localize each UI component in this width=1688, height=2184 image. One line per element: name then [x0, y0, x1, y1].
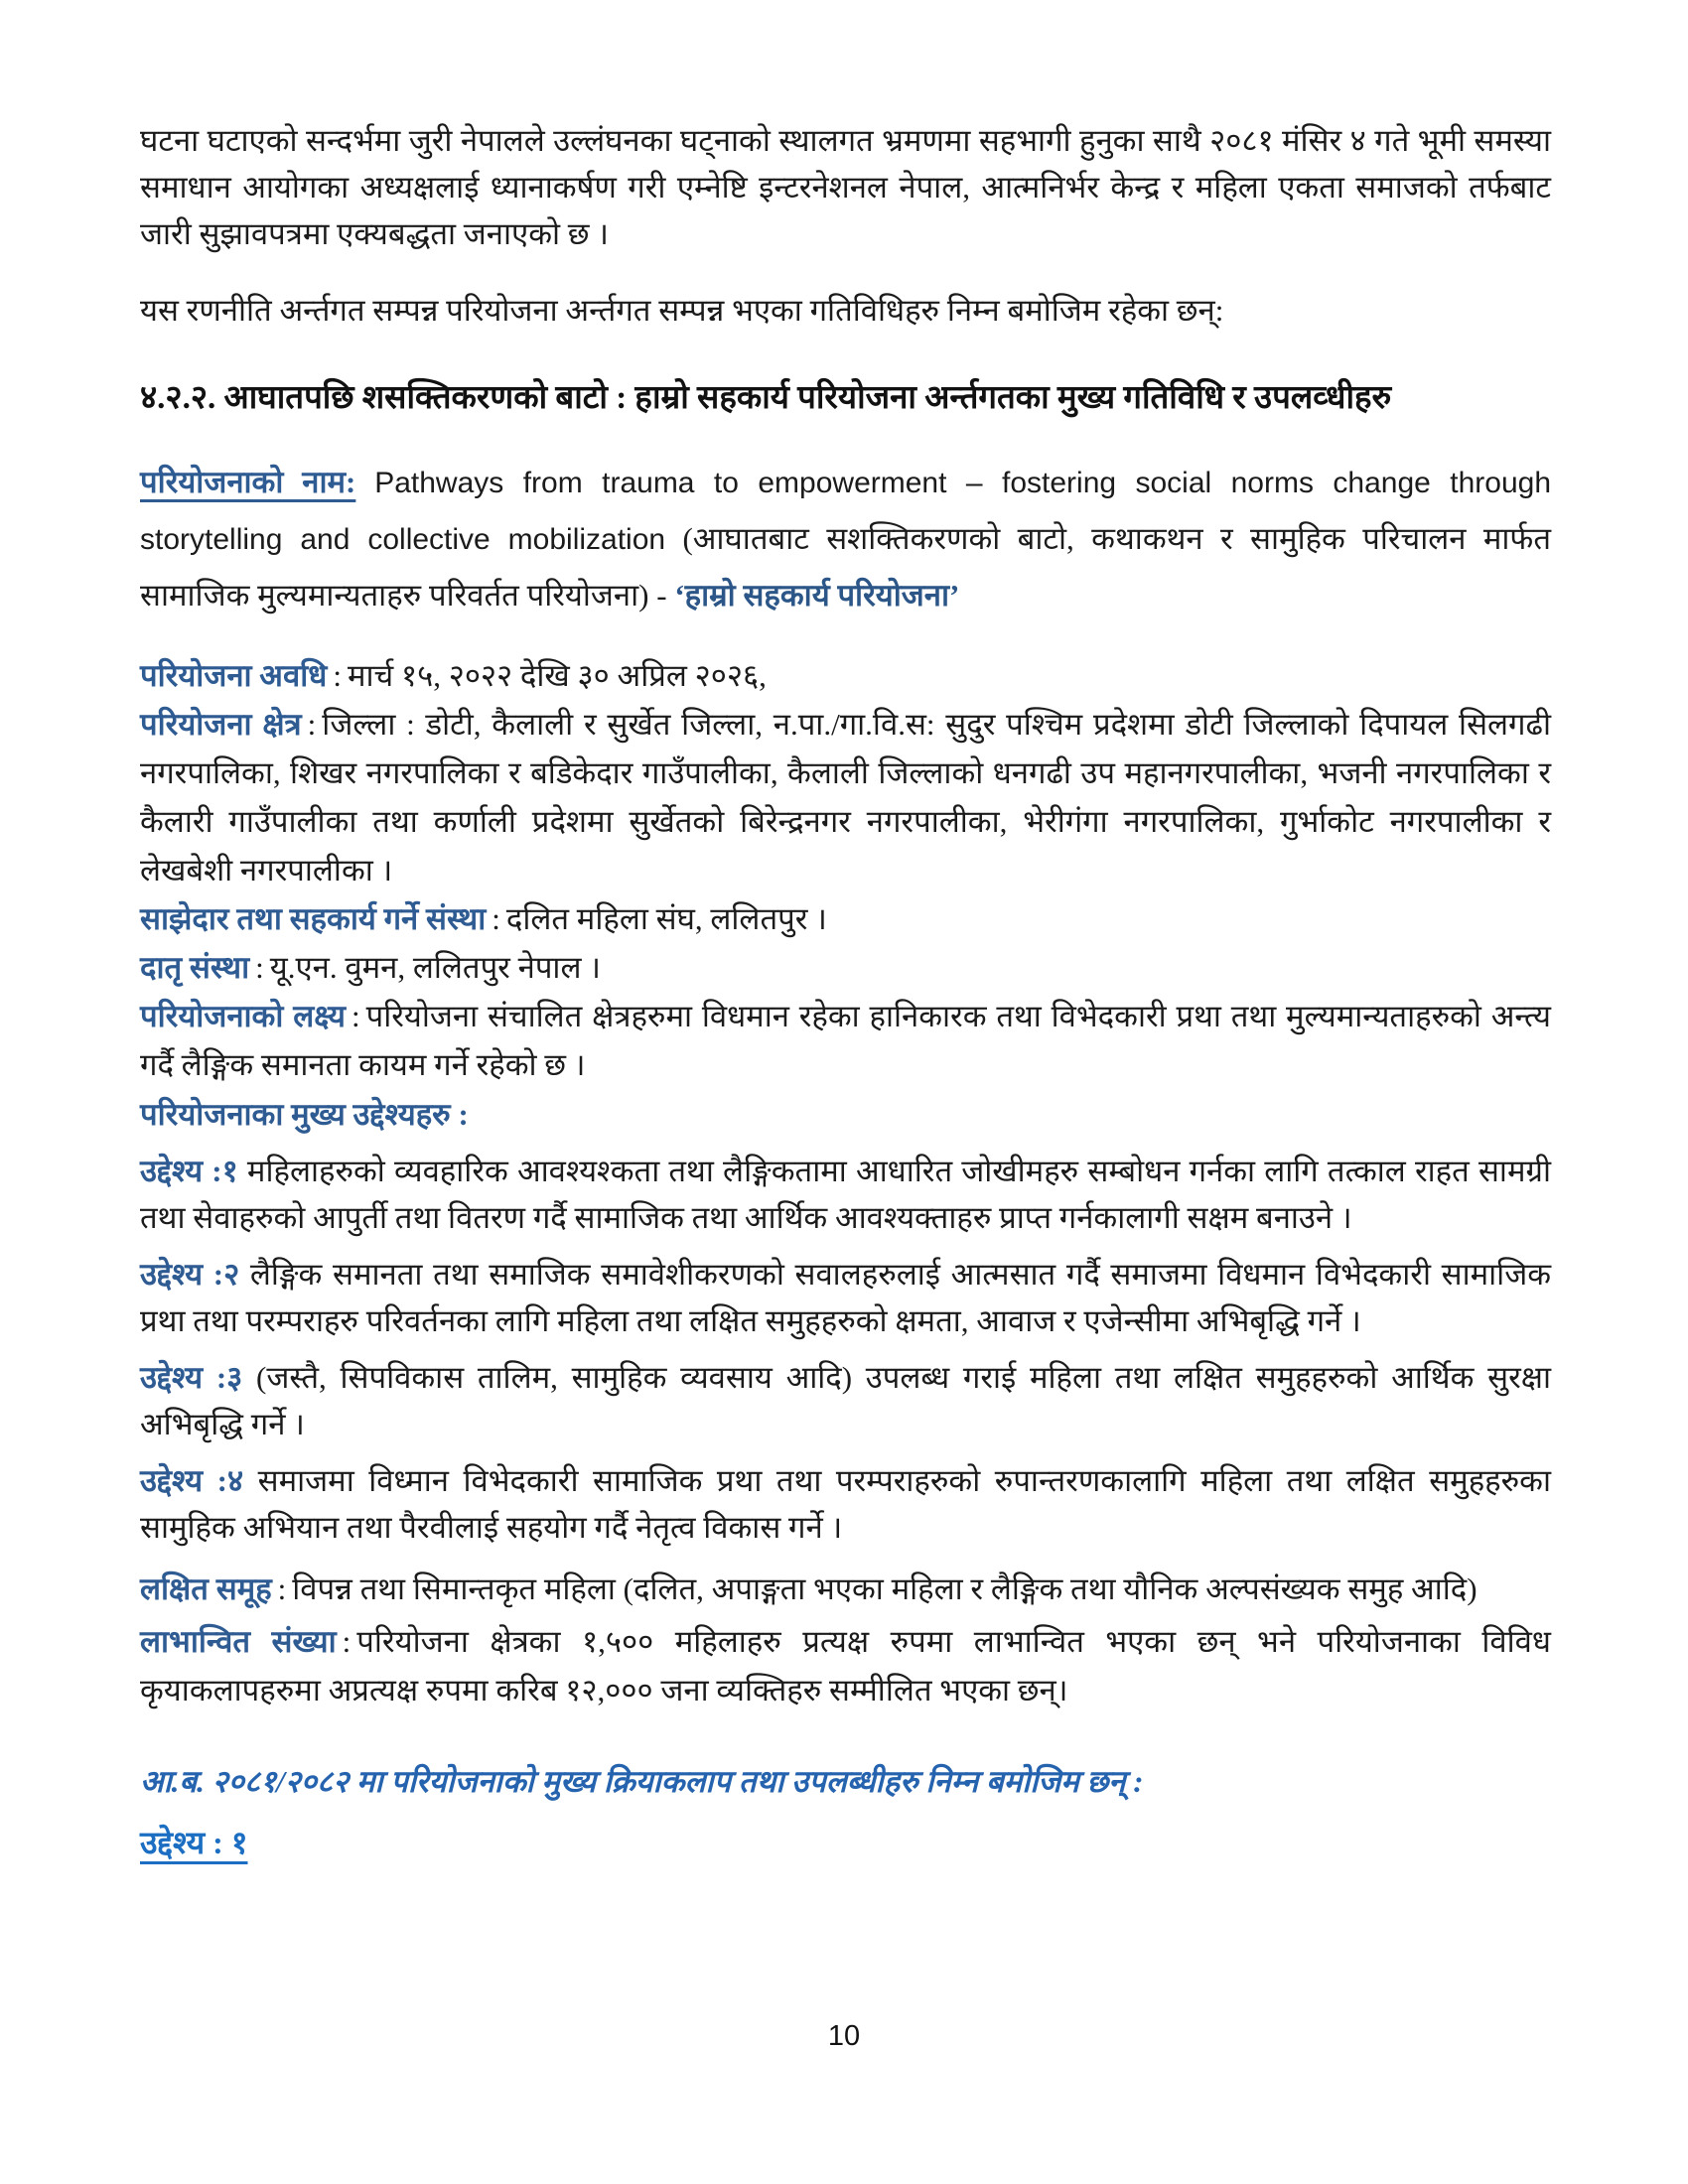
intro-paragraph-1: घटना घटाएको सन्दर्भमा जुरी नेपालले उल्लंघनका घट्नाको स्थालगत भ्रमणमा सहभागी हुनुका साथै २०८१ मंसिर ४ गते भूमी समस्या समाधान आयोगका अध्यक्षलाई ध्यानाकर्षण गरी एम्नेष्टि इन्टरनेशनल नेपाल, आत्मनिर्भर केन्द्र र महिला एकता समाजको तर्फबाट जारी सुझावपत्रमा एक्यबद्धता जनाएको छ ।: [140, 123, 1551, 251]
objective-text: महिलाहरुको व्यवहारिक आवश्यश्कता तथा लैङ्गिकतामा आधारित जोखीमहरु सम्बोधन गर्नका लागि तत्काल राहत सामग्री तथा सेवाहरुको आपुर्ती तथा वितरण गर्दै सामाजिक तथा आर्थिक आवश्यक्ताहरु प्राप्त गर्नकालागी सक्षम बनाउने ।: [140, 1154, 1552, 1235]
objective-label: उद्देश्य :४: [140, 1463, 244, 1498]
objective-label: उद्देश्य :२: [140, 1257, 240, 1292]
objective-3: [140, 1354, 1551, 1447]
objective-4: [140, 1457, 1551, 1551]
field-separator: :: [351, 999, 360, 1033]
objective-1: [140, 1148, 1551, 1241]
field-separator: :: [333, 658, 342, 693]
field-separator: :: [255, 950, 264, 985]
project-name-title: ‘हाम्रो सहकार्य परियोजना’: [674, 578, 960, 613]
project-name-english: Pathways from trauma to empowerment – fostering social norms change through storytelling and collective mobilization: [140, 467, 1552, 556]
project-name-label: परियोजनाको नाम:: [140, 465, 356, 499]
field-project-goal: [140, 992, 1551, 1089]
field-value: जिल्ला : डोटी, कैलाली र सुर्खेत जिल्ला, न.पा./गा.वि.स: सुदुर पश्चिम प्रदेशमा डोटी जिल्लाको दिपायल सिलगढी नगरपालिका, शिखर नगरपालिका र बडिकेदार गाउँपालीका, कैलाली जिल्लाको धनगढी उप महानगरपालीका, भजनी नगरपालिका र कैलारी गाउँपालीका तथा कर्णाली प्रदेशमा सुर्खेतको बिरेन्द्रनगर नगरपालीका, भेरीगंगा नगरपालिका, गुर्भाकोट नगरपालीका र लेखबेशी नगरपालीका ।: [140, 707, 1551, 887]
objective-label: उद्देश्य :१: [140, 1154, 238, 1188]
field-value: विपन्न तथा सिमान्तकृत महिला (दलित, अपाङ्गता भएका महिला र लैङ्गिक तथा यौनिक अल्पसंख्यक समुह आदि): [292, 1571, 1477, 1606]
objective-label: उद्देश्य :३: [140, 1360, 243, 1395]
objective-text: (जस्तै, सिपविकास तालिम, सामुहिक व्यवसाय आदि) उपलब्ध गराई महिला तथा लक्षित समुहहरुको आर्थिक सुरक्षा अभिबृद्धि गर्ने ।: [140, 1360, 1552, 1441]
field-label: परियोजना क्षेत्र: [140, 707, 302, 742]
field-partner-org: [140, 894, 1551, 943]
field-label: दातृ संस्था: [140, 950, 250, 985]
field-label: परियोजना अवधि: [140, 658, 328, 693]
fiscal-year-heading: आ.ब. २०८१/२०८२ मा परियोजनाको मुख्य क्रियाकलाप तथा उपलब्धीहरु निम्न बमोजिम छन् :: [140, 1764, 1144, 1799]
field-target-group: [140, 1565, 1551, 1613]
project-name-paragraph: [140, 455, 1551, 623]
objectives-heading: परियोजनाका मुख्य उद्देश्यहरु :: [140, 1097, 469, 1132]
field-separator: :: [342, 1624, 352, 1659]
objective-one-heading: उद्देश्य : १: [140, 1825, 248, 1860]
document-content: [140, 117, 1551, 1866]
field-value: परियोजना क्षेत्रका १,५०० महिलाहरु प्रत्यक्ष रुपमा लाभान्वित भएका छन् भने परियोजनाका विविध कृयाकलापहरुमा अप्रत्यक्ष रुपमा करिब १२,००० जना व्यक्तिहरु सम्मीलित भएका छन्।: [140, 1624, 1551, 1707]
field-donor-org: [140, 943, 1551, 992]
field-project-area: [140, 700, 1551, 894]
field-value: यू.एन. वुमन, ललितपुर नेपाल ।: [269, 950, 601, 985]
field-label: लक्षित समूह: [140, 1571, 272, 1606]
field-project-duration: [140, 651, 1551, 700]
field-label: परियोजनाको लक्ष्य: [140, 999, 346, 1033]
field-separator: :: [277, 1571, 287, 1606]
field-value: मार्च १५, २०२२ देखि ३० अप्रिल २०२६,: [347, 658, 767, 693]
field-separator: :: [307, 707, 317, 742]
field-separator: :: [492, 901, 500, 936]
field-label: लाभान्वित संख्या: [140, 1624, 337, 1659]
field-value: परियोजना संचालित क्षेत्रहरुमा विधमान रहेका हानिकारक तथा विभेदकारी प्रथा तथा मुल्यमान्यताहरुको अन्त्य गर्दै लैङ्गिक समानता कायम गर्ने रहेको छ ।: [140, 999, 1551, 1082]
field-beneficiaries: [140, 1617, 1551, 1714]
intro-paragraph-2: यस रणनीति अर्न्तगत सम्पन्न परियोजना अर्न्तगत सम्पन्न भएका गतिविधिहरु निम्न बमोजिम रहेका छन्:: [140, 293, 1224, 328]
project-name-nepali: (आघातबाट सशक्तिकरणको बाटो, कथाकथन र सामुहिक परिचालन मार्फत सामाजिक मुल्यमान्यताहरु परिवर्तत परियोजना) -: [140, 521, 1551, 613]
objective-text: लैङ्गिक समानता तथा समाजिक समावेशीकरणको सवालहरुलाई आत्मसात गर्दै समाजमा विधमान विभेदकारी सामाजिक प्रथा तथा परम्पराहरु परिवर्तनका लागि महिला तथा लक्षित समुहहरुको क्षमता, आवाज र एजेन्सीमा अभिबृद्धि गर्ने ।: [140, 1257, 1552, 1338]
objective-text: समाजमा विध्मान विभेदकारी सामाजिक प्रथा तथा परम्पराहरुको रुपान्तरणकालागि महिला तथा लक्षित समुहहरुका सामुहिक अभियान तथा पैरवीलाई सहयोग गर्दै नेतृत्व विकास गर्ने ।: [140, 1463, 1552, 1545]
field-label: साझेदार तथा सहकार्य गर्ने संस्था: [140, 901, 487, 936]
objective-2: [140, 1251, 1551, 1344]
section-heading: ४.२.२. आघातपछि शसक्तिकरणको बाटो : हाम्रो सहकार्य परियोजना अर्न्तगतका मुख्य गतिविधि र उपलव्धीहरु: [140, 380, 1392, 416]
field-value: दलित महिला संघ, ललितपुर ।: [505, 901, 827, 936]
page-number: 10: [827, 2020, 861, 2052]
